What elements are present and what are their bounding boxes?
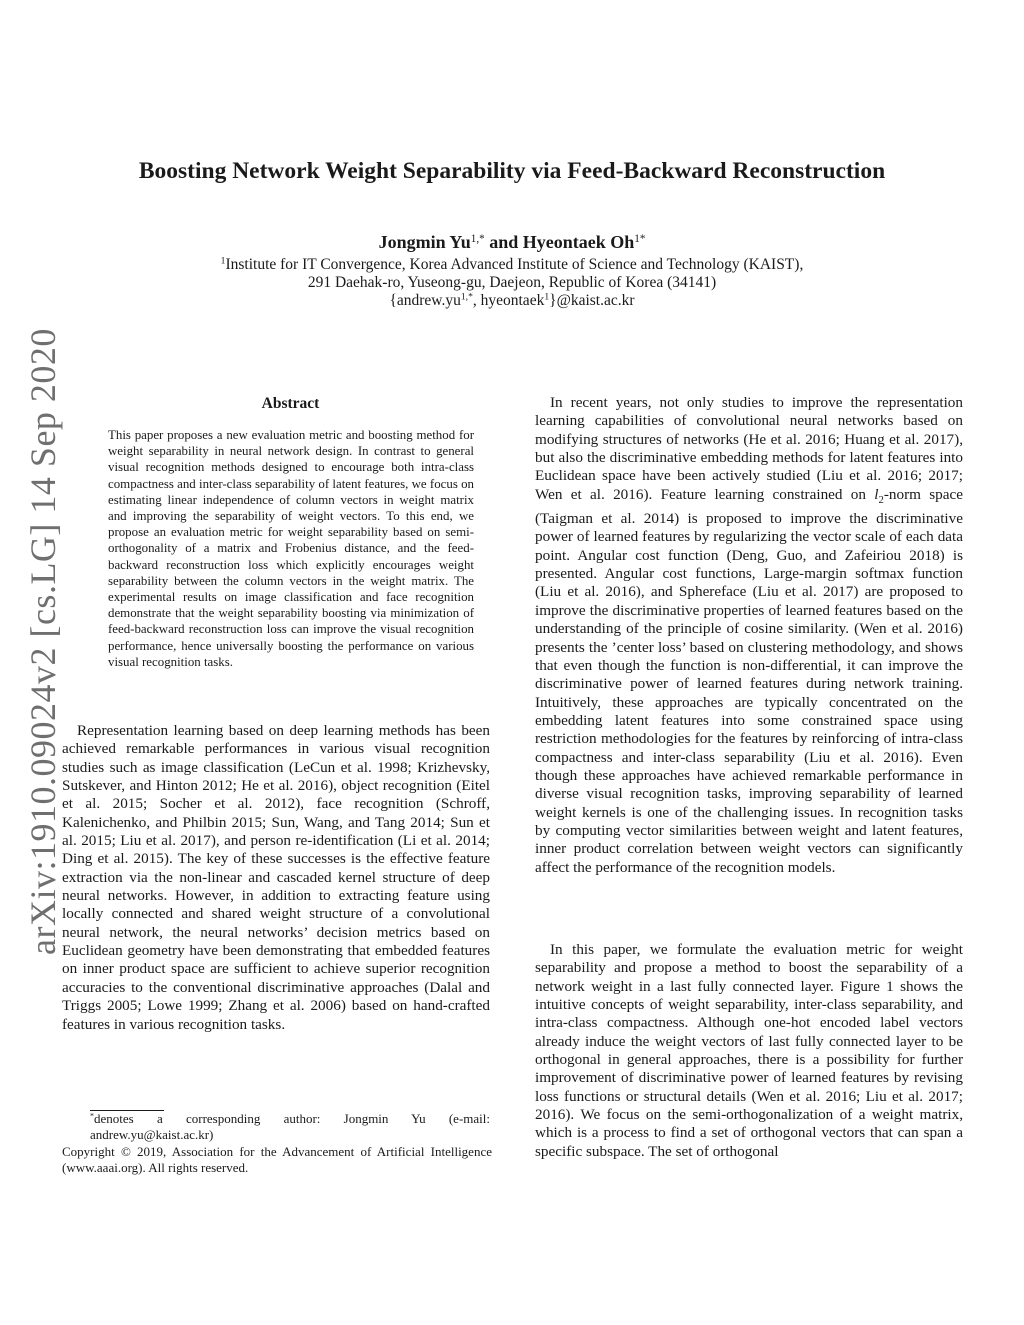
author-conjunction: and: [484, 232, 523, 252]
footnote-mark: *: [90, 1111, 95, 1121]
author-name: Hyeontaek Oh: [522, 232, 635, 252]
copyright-symbol: ©: [120, 1144, 131, 1159]
author-name: Jongmin Yu: [378, 232, 471, 252]
email-line: [0, 292, 1024, 310]
address-line: 291 Daehak-ro, Yuseong-gu, Daejeon, Republic of Korea (34141): [307, 274, 717, 291]
math-symbol: l: [874, 485, 879, 503]
author-mark: 1*: [634, 232, 646, 245]
affiliation-text: Institute for IT Convergence, Korea Advanced Institute of Science and Technology (KAIST),: [225, 256, 804, 273]
paragraph-text: [535, 394, 963, 877]
paragraph-text: Representation learning based on deep learning methods has been achieved remarkable performances in various visual recognition studies such as image classification (LeCun et al. 1998; Krizhevsky, Sutskever, and Hinton 2012; He et al. 2016), object recognition (Eitel et al. 2015; Socher et al. 2012), face recognition (Schroff, Kalenichenko, and Philbin 2015; Sun, Wang, and Tang 2014; Sun et al. 2015; Liu et al. 2017), and person re-identification (Li et al. 2014; Ding et al. 2015). The key of these successes is the effective feature extraction via the non-linear and cascaded kernel structure of deep neural networks. However, in addition to extracting feature using locally connected and shared weight structure of a convolutional neural network, the neural networks’ decision metrics based on Euclidean geometry have been demonstrating that embedded features on inner product space are sufficient to achieve superior recognition accuracies to the conventional discriminative approaches (Dalal and Triggs 2005; Lowe 1999; Zhang et al. 2006) based on hand-crafted features in various recognition tasks.: [62, 722, 490, 1033]
paragraph-run: In recent years, not only studies to improve the representation learning capabilities of convolutional neural networks based on modifying structures of networks (He et al. 2016; Huang et al. 2017), but also the discriminative embedding methods for latent features into Euclidean space have been actively studied (Liu et al. 2016; 2017; Wen et al. 2016). Feature learning constrained on: [535, 394, 963, 503]
email-mark: 1,*: [460, 291, 473, 303]
email-text: }@kaist.ac.kr: [549, 292, 635, 309]
copyright-text: 2019, Association for the Advancement of Artificial Intelligence (www.aaai.org). All rights reserved.: [62, 1144, 492, 1176]
arxiv-identifier-stamp: arXiv:1910.09024v2 [cs.LG] 14 Sep 2020: [23, 328, 63, 955]
paragraph-text: In this paper, we formulate the evaluation metric for weight separability and propose a method to boost the separability of a network weight in a last fully connected layer. Figure 1 shows the intuitive concepts of weight separability, inter-class separability, and intra-class compactness. Although one-hot encoded label vectors already induce the weight vectors of last fully connected layer to be orthogonal in general approaches, there is a possibility for further improvement of discriminative power of learned features by revising loss functions or structural details (Wen et al. 2016; Liu et al. 2017; 2016). We focus on the semi-orthogonalization of a weight matrix, which is a process to find a set of orthogonal vectors that can span a specific subspace. The set of orthogonal: [535, 941, 963, 1160]
author-line: [0, 232, 1024, 253]
copyright-notice: [62, 1144, 492, 1176]
abstract-body: This paper proposes a new evaluation metric and boosting method for weight separability in neural network design. In contrast to general visual recognition methods designed to encourage both intra-class compactness and inter-class separability of latent features, we focus on estimating linear independence of column vectors in weight matrix and improving the separability of weight vectors. To this end, we propose an evaluation metric for weight separability based on semi-orthogonality of a matrix and Frobenius distance, and the feed-backward reconstruction loss which explicitly encourages weight separability between the column vectors in the weight matrix. The experimental results on image classification and face recognition demonstrate that the weight separability boosting via minimization of feed-backward reconstruction loss can improve the visual recognition performance, hence universally boosting the performance on various visual recognition tasks.: [108, 428, 474, 669]
email-text: {andrew.yu: [389, 292, 461, 309]
paper-title: Boosting Network Weight Separability via Feed-Backward Reconstruction: [138, 158, 886, 184]
email-mark: 1: [544, 291, 550, 303]
author-mark: 1,*: [470, 232, 485, 245]
affiliation-mark: 1: [220, 255, 226, 267]
copyright-text: Copyright: [62, 1144, 121, 1159]
abstract-heading: Abstract: [261, 395, 320, 412]
intro-paragraph-1: [62, 722, 490, 1034]
affiliation-line: [0, 256, 1024, 274]
email-text: , hyeontaek: [472, 292, 545, 309]
footnote-body: denotes a corresponding author: Jongmin Yu (e-mail: andrew.yu@kaist.ac.kr): [90, 1111, 490, 1143]
paragraph-run: -norm space (Taigman et al. 2014) is proposed to improve the discriminative power of learned features by regularizing the vector scale of each data point. Angular cost function (Deng, Guo, and Zafeiriou 2018) is presented. Angular cost functions, Large-margin softmax function (Liu et al. 2016), and Sphereface (Liu et al. 2017) are proposed to improve the discriminative properties of learned features based on the understanding of the principle of cosine similarity. (Wen et al. 2016) presents the ’center loss’ based on clustering methodology, and shows that even though the function is non-differential, it can improve the discriminative power of learned features during network training. Intuitively, these approaches are typically concentrated on the embedding latent features into some constrained space using restriction methodologies for the features by reinforcing of intra-class compactness and inter-class separability (Liu et al. 2016). Even though these approaches have achieved remarkable performance in diverse visual recognition tasks, improving separability of learned weight kernels is one of the challenging issues. In recognition tasks by computing vector similarities between weight and latent features, inner product correlation between weight vectors can significantly affect the performance of the recognition models.: [535, 485, 963, 876]
math-subscript: 2: [878, 494, 884, 506]
intro-paragraph-2: [535, 394, 963, 877]
intro-paragraph-3: [535, 941, 963, 1161]
footnote: [90, 1111, 490, 1143]
